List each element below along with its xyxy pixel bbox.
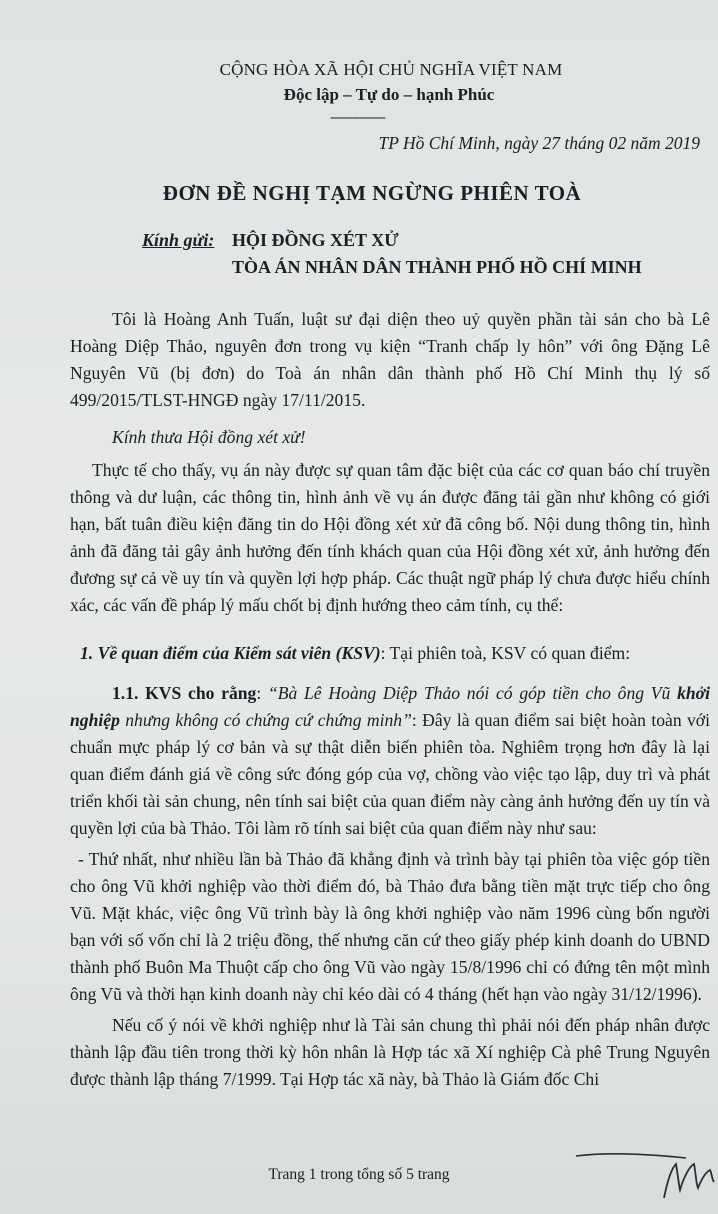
- bullet-paragraph: [70, 846, 710, 1008]
- document-title: ĐƠN ĐỀ NGHỊ TẠM NGỪNG PHIÊN TOÀ: [162, 181, 582, 205]
- national-motto: Độc lập – Tự do – hạnh Phúc: [283, 85, 495, 104]
- page-footer: Trang 1 trong tổng số 5 trang: [268, 1166, 450, 1183]
- subsection-1-1-text: [70, 680, 710, 842]
- place-date: TP Hồ Chí Minh, ngày 27 tháng 02 năm 2019: [378, 133, 700, 153]
- greeting-text: Kính thưa Hội đồng xét xử!: [112, 427, 306, 447]
- context-paragraph: [70, 457, 710, 619]
- subsection-1-1-body: : Đây là quan điểm sai biệt hoàn toàn với chuẩn mực pháp lý cơ bản và sự thật diễn biến phiên tòa. Nghiêm trọng hơn đây là lại quan điểm đánh giá về công sức đóng góp của vợ, chồng vào việc tạo lập, duy trì và phát triển khối tài sản chung, nên tính sai biệt của quan điểm này càng ảnh hưởng đến uy tín và quyền lợi của bà Thảo. Tôi làm rõ tính sai biệt của quan điểm này như sau:: [70, 710, 710, 838]
- subsection-1-1-heading: 1.1. KVS cho rằng: [112, 683, 257, 703]
- header-divider: ---------------: [330, 110, 385, 125]
- quote-emphasis: khởi nghiệp: [70, 683, 710, 730]
- greeting-paragraph: [70, 424, 710, 451]
- signature-scribble: [568, 1128, 718, 1208]
- recipient-line-1: HỘI ĐỒNG XÉT XỬ: [232, 230, 399, 250]
- national-title: CỘNG HÒA XÃ HỘI CHỦ NGHĨA VIỆT NAM: [219, 60, 563, 79]
- quote-part-b: nhưng không có chứng cứ chứng minh”: [119, 710, 412, 730]
- intro-paragraph: [70, 306, 710, 414]
- section-1: [70, 640, 710, 667]
- section-1-text: : Tại phiên toà, KSV có quan điểm:: [380, 643, 631, 663]
- recipient-label: Kính gửi:: [142, 230, 215, 250]
- section-1-line: [80, 640, 710, 667]
- subsection-1-1: [70, 680, 710, 842]
- closing-text: Nếu cố ý nói về khởi nghiệp như là Tài sản chung thì phải nói đến pháp nhân được thành lập đầu tiên trong thời kỳ hôn nhân là Hợp tác xã Xí nghiệp Cà phê Trung Nguyên được thành lập tháng 7/1999. Tại Hợp tác xã này, bà Thảo là Giám đốc Chi: [70, 1015, 710, 1089]
- quote-part-a: “Bà Lê Hoàng Diệp Thảo nói có góp tiền cho ông Vũ: [267, 683, 678, 703]
- context-text: Thực tế cho thấy, vụ án này được sự quan tâm đặc biệt của các cơ quan báo chí truyền thông và dư luận, các thông tin, hình ảnh về vụ án được đăng tải gần như không có giới hạn, bất tuân điều kiện đăng tin do Hội đồng xét xử đã công bố. Nội dung thông tin, hình ảnh đã đăng tải gây ảnh hưởng đến tính khách quan của Hội đồng xét xử, ảnh hưởng đến đương sự cả về uy tín và quyền lợi hợp pháp. Các thuật ngữ pháp lý chưa được hiểu chính xác, các vấn đề pháp lý mấu chốt bị định hướng theo cảm tính, cụ thể:: [70, 460, 710, 615]
- section-1-heading: 1. Về quan điểm của Kiểm sát viên (KSV): [80, 643, 381, 663]
- recipient-line-2: TÒA ÁN NHÂN DÂN THÀNH PHỐ HỒ CHÍ MINH: [232, 257, 642, 277]
- bullet-1-text: - Thứ nhất, như nhiều lần bà Thảo đã khẳng định và trình bày tại phiên tòa việc góp tiền cho ông Vũ khởi nghiệp vào thời điểm đó, bà Thảo đưa bằng tiền mặt trực tiếp cho ông Vũ. Mặt khác, việc ông Vũ trình bày là ông khởi nghiệp vào năm 1996 cùng bốn người bạn với số vốn chỉ là 2 triệu đồng, thế nhưng căn cứ theo giấy phép kinh doanh do UBND thành phố Buôn Ma Thuột cấp cho ông Vũ vào ngày 15/8/1996 chỉ có đứng tên một mình ông Vũ và thời hạn kinh doanh này chỉ kéo dài có 4 tháng (hết hạn vào ngày 31/12/1996).: [70, 849, 710, 1004]
- closing-paragraph: [70, 1012, 710, 1093]
- subsection-colon: :: [256, 683, 268, 703]
- intro-text: Tôi là Hoàng Anh Tuấn, luật sư đại diện theo uỷ quyền phần tài sản cho bà Lê Hoàng Diệp Thảo, nguyên đơn trong vụ kiện “Tranh chấp ly hôn” với ông Đặng Lê Nguyên Vũ (bị đơn) do Toà án nhân dân thành phố Hồ Chí Minh thụ lý số 499/2015/TLST-HNGĐ ngày 17/11/2015.: [70, 309, 710, 410]
